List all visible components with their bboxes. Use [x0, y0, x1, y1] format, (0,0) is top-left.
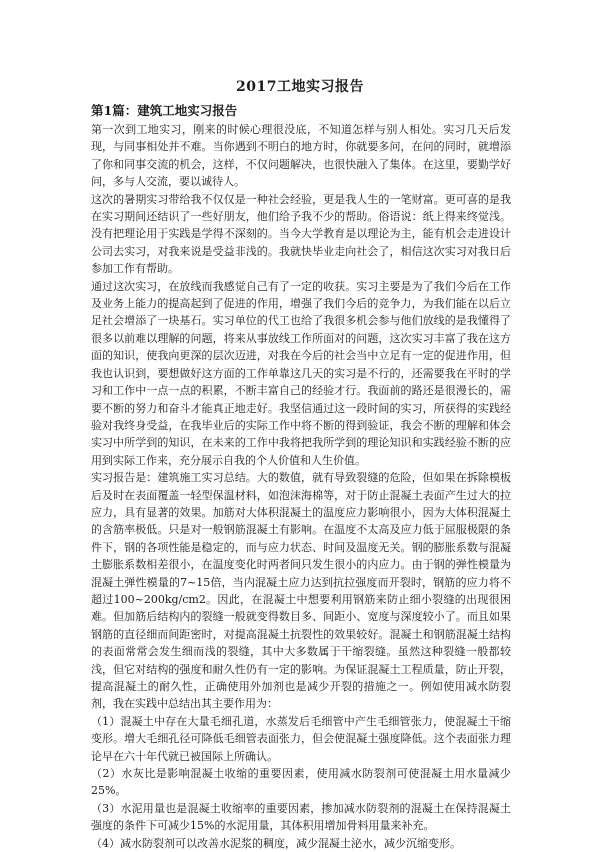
document-body	[91, 121, 511, 852]
paragraph-summer-internship: 这次的暑期实习带给我不仅仅是一种社会经验，更是我人生的一笔财富。更可喜的是我在实习期间还结识了一些好朋友，他们给予我不少的帮助。俗语说：纸上得来终觉浅。没有把理论用于实践是学得不深刻的。当今大学教育是以理论为主，能有机会走进设计公司去实习，对我来说是受益非浅的。我就快毕业走向社会了，相信这次实习对我日后参加工作有帮助。	[91, 192, 511, 276]
paragraph-intro: 第一次到工地实习，刚来的时候心理很没底，不知道怎样与别人相处。实习几天后发现，与同事相处并不难。当你遇到不明白的地方时，你就要多问，在问的同时，就增添了你和同事交流的机会，这样，不仅问题解决，也很快融入了集体。在这里，要勤学好问，多与人交流，要以诚待人。	[91, 123, 511, 189]
paragraph-point-4: （4）减水防裂剂可以改善水泥浆的稠度，减少混凝土泌水，减少沉缩变形。	[91, 836, 461, 850]
paragraph-construction-summary: 实习报告是：建筑施工实习总结。大的数值，就有导致裂缝的危险，但如果在拆除模板后及时在表面覆盖一轻型保温材料，如泡沫海棉等，对于防止混凝土表面产生过大的拉应力，具有显著的效果。加筋对大体积混凝土的温度应力影响很小，因为大体积混凝土的含筋率极低。只是对一般钢筋混凝土有影响。在温度不太高及应力低于屈服极限的条件下，钢的各项性能是稳定的，而与应力状态、时间及温度无关。钢的膨胀系数与混凝土膨胀系数相差很小，在温度变化时两者间只发生很小的内应力。由于钢的弹性模量为混凝土弹性模量的7~15倍，当内混凝土应力达到抗拉强度而开裂时，钢筋的应力将不超过100~200kg/cm2。因此，在混凝土中想要利用钢筋来防止细小裂缝的出现很困难。但加筋后结构内的裂缝一般就变得数目多、间距小、宽度与深度较小了。而且如果钢筋的直径细而间距密时，对提高混凝土抗裂性的效果较好。混凝土和钢筋混凝土结构的表面常常会发生细而浅的裂缝，其中大多数属于干缩裂缝。虽然这种裂缝一般都较浅，但它对结构的强度和耐久性仍有一定的影响。为保证混凝土工程质量，防止开裂，提高混凝土的耐久性，正确使用外加剂也是减少开裂的措施之一。例如使用减水防裂剂，我在实践中总结出其主要作用为：	[91, 471, 511, 711]
section-heading: 第1篇：建筑工地实习报告	[91, 103, 238, 118]
document-title: 2017工地实习报告	[236, 79, 364, 95]
paragraph-point-3: （3）水泥用量也是混凝土收缩率的重要因素，掺加减水防裂剂的混凝土在保持混凝土强度的条件下可减少15%的水泥用量，其体积用增加骨料用量来补充。	[91, 801, 511, 833]
paragraph-gains: 通过这次实习，在放线而我感觉自己有了一定的收获。实习主要是为了我们今后在工作及业务上能力的提高起到了促进的作用，增强了我们今后的竞争力，为我们能在以后立足社会增添了一块基石。实习单位的代工也给了我很多机会参与他们放线的是我懂得了很多以前难以理解的问题，将来从事放线工作所面对的问题，这次实习丰富了我在这方面的知识，使我向更深的层次迈进，对我在今后的社会当中立足有一定的促进作用，但我也认识到，要想做好这方面的工作单靠这几天的实习是不行的，还需要我在平时的学习和工作中一点一点的积累，不断丰富自己的经验才行。我面前的路还是很漫长的，需要不断的努力和奋斗才能真正地走好。我坚信通过这一段时间的实习，所获得的实践经验对我终身受益，在我毕业后的实际工作中将不断的得到验证，我会不断的理解和体会实习中所学到的知识，在未来的工作中我将把我所学到的理论知识和实践经验不断的应用到实际工作来，充分展示自我的个人价值和人生价值。	[91, 279, 511, 467]
paragraph-point-1: （1）混凝土中存在大量毛细孔道，水蒸发后毛细管中产生毛细管张力，使混凝土干缩变形。增大毛细孔径可降低毛细管表面张力，但会使混凝土强度降低。这个表面张力理论早在六十年代就已被国际上所确认。	[91, 714, 511, 763]
paragraph-point-2: （2）水灰比是影响混凝土收缩的重要因素，使用减水防裂剂可使混凝土用水量减少25%。	[91, 767, 511, 798]
